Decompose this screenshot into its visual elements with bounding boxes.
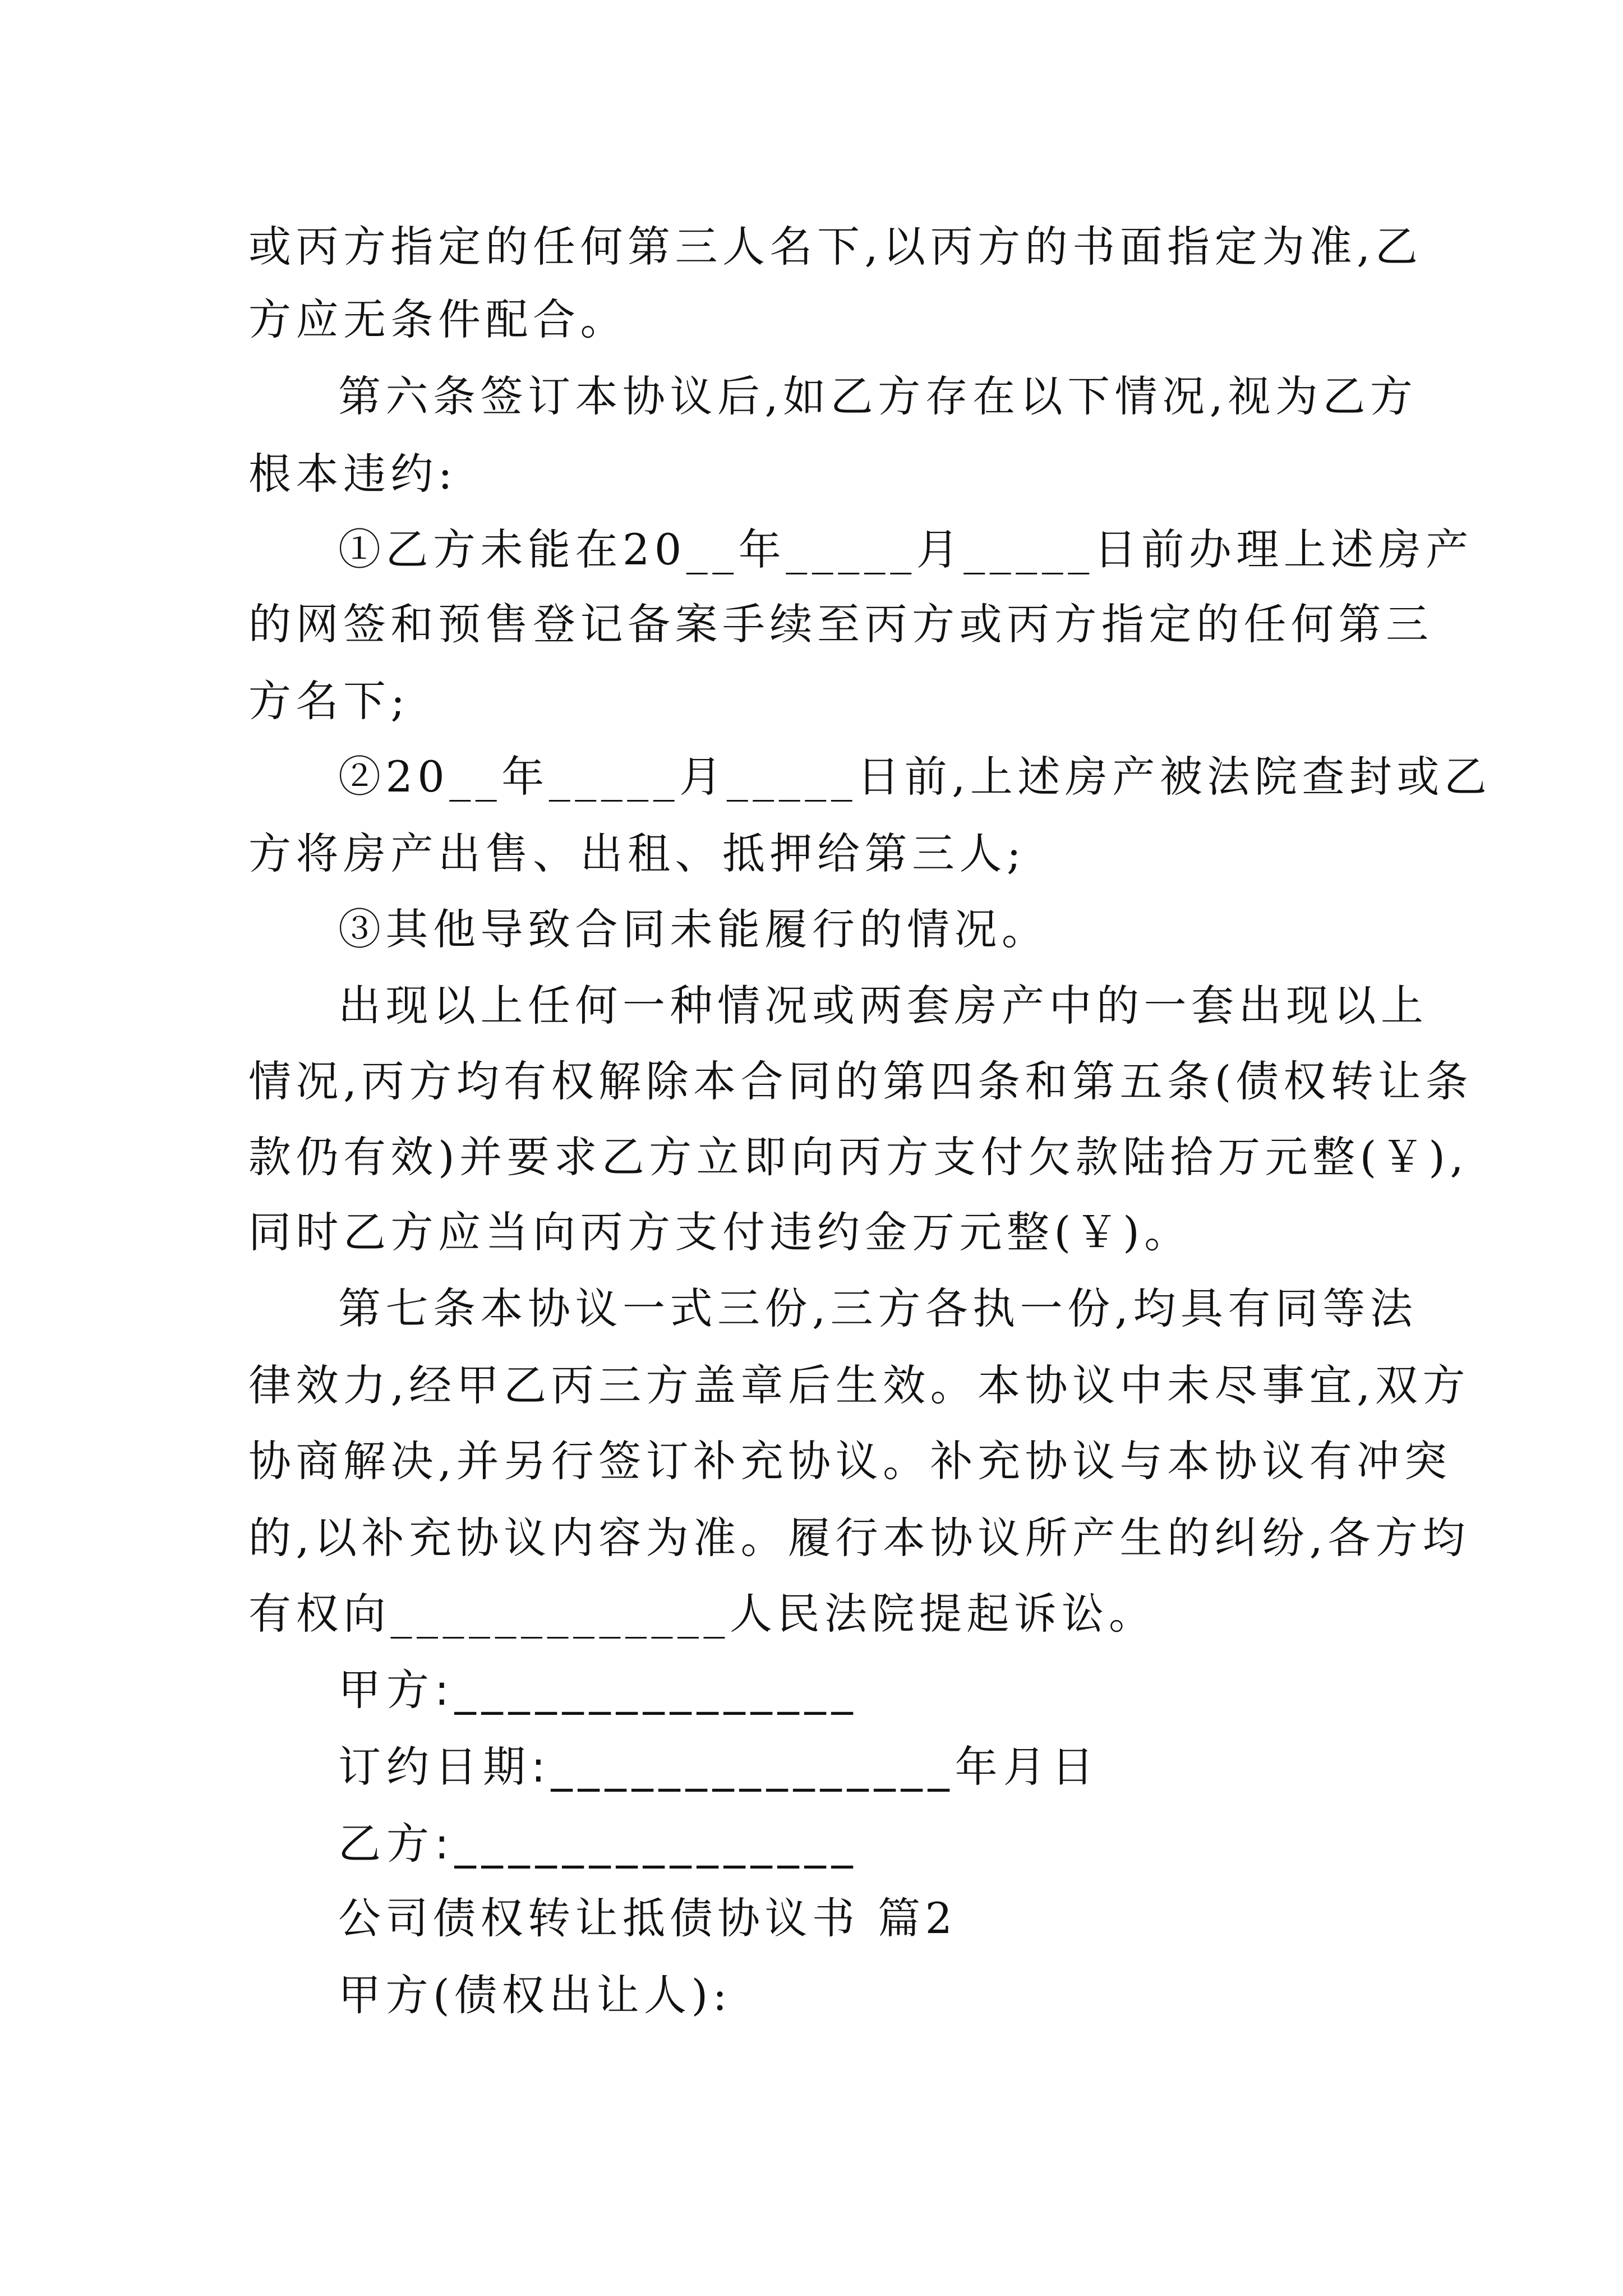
clause-item-2: ②20__年_____月_____日前,上述房产被法院查封或乙 [338,752,1492,802]
body-paragraph-start: 出现以上任何一种情况或两套房产中的一套出现以上 [338,981,1428,1030]
section-first-line: 甲方(债权出让人): [338,1970,732,2020]
body-text-line: 的网签和预售登记备案手续至丙方或丙方指定的任何第三 [248,599,1433,649]
body-text-line: 同时乙方应当向丙方支付违约金万元整(￥)。 [248,1207,1192,1257]
clause-item-1: ①乙方未能在20__年_____月_____日前办理上述房产 [338,524,1473,574]
section-title: 公司债权转让抵债协议书 篇2 [338,1893,957,1943]
article-7-heading: 第七条本协议一式三份,三方各执一份,均具有同等法 [338,1283,1418,1333]
body-text-line: 或丙方指定的任何第三人名下,以丙方的书面指定为准,乙 [248,222,1423,272]
clause-item-3: ③其他导致合同未能履行的情况。 [338,904,1049,954]
body-text-line: 款仍有效)并要求乙方立即向丙方支付欠款陆拾万元整(￥), [248,1132,1469,1182]
body-text-line: 方应无条件配合。 [248,295,628,344]
article-6-heading: 第六条签订本协议后,如乙方存在以下情况,视为乙方 [338,371,1418,421]
body-text-line: 方将房产出售、出租、抵押给第三人; [248,829,1026,878]
body-text-line: 协商解决,并另行签订补充协议。补充协议与本协议有冲突 [248,1436,1452,1486]
signature-party-b: 乙方:_______________ [338,1819,859,1869]
body-text-line: 情况,丙方均有权解除本合同的第四条和第五条(债权转让条 [248,1056,1473,1106]
body-text-line: 根本违约: [248,449,458,499]
signature-party-a: 甲方:_______________ [338,1665,859,1715]
body-text-line: 方名下; [248,676,410,726]
body-text-line: 有权向_____________人民法院提起诉讼。 [248,1589,1156,1639]
signature-date: 订约日期:_______________年月日 [338,1742,1100,1792]
body-text-line: 律效力,经甲乙丙三方盖章后生效。本协议中未尽事宜,双方 [248,1360,1470,1410]
body-text-line: 的,以补充协议内容为准。履行本协议所产生的纠纷,各方均 [248,1513,1470,1563]
